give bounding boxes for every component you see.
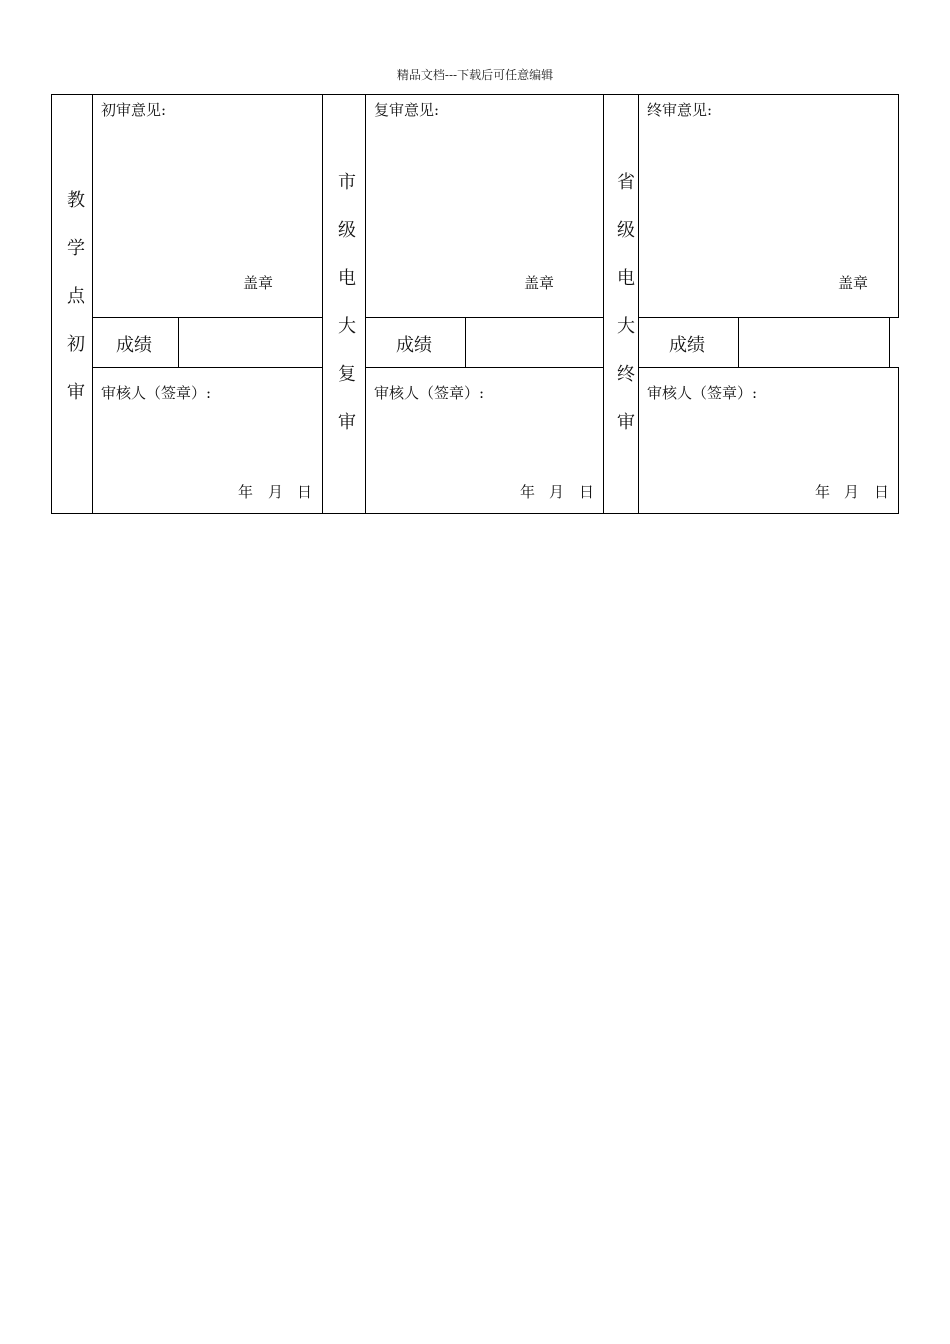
edge-notch xyxy=(890,318,902,367)
divider xyxy=(92,94,93,514)
date-year: 年 xyxy=(520,483,536,501)
divider xyxy=(365,367,603,368)
divider xyxy=(322,94,323,514)
date-month: 月 xyxy=(268,483,284,501)
side-label-initial-review: 教学点初审 xyxy=(64,190,85,430)
reviewer-label: 审核人（签章）: xyxy=(374,384,485,402)
review-table xyxy=(51,94,899,514)
date-month: 月 xyxy=(844,483,860,501)
opinion-label: 初审意见: xyxy=(101,101,167,119)
score-label: 成绩 xyxy=(396,335,432,356)
reviewer-label: 审核人（签章）: xyxy=(647,384,758,402)
score-label: 成绩 xyxy=(669,335,705,356)
watermark-header: 精品文档---下载后可任意编辑 xyxy=(396,68,554,82)
seal-label: 盖章 xyxy=(243,274,274,292)
divider xyxy=(738,317,739,367)
divider xyxy=(92,367,322,368)
seal-label: 盖章 xyxy=(838,274,869,292)
divider xyxy=(638,317,899,318)
divider xyxy=(365,94,366,514)
opinion-label: 复审意见: xyxy=(374,101,440,119)
score-field[interactable] xyxy=(467,319,601,366)
score-field[interactable] xyxy=(740,319,888,366)
side-label-city-review: 市级电大复审 xyxy=(335,172,356,460)
score-label: 成绩 xyxy=(116,335,152,356)
date-year: 年 xyxy=(238,483,254,501)
score-field[interactable] xyxy=(180,319,320,366)
date-day: 日 xyxy=(579,483,595,501)
date-month: 月 xyxy=(549,483,565,501)
divider xyxy=(365,317,603,318)
divider xyxy=(603,94,604,514)
divider xyxy=(465,317,466,367)
opinion-label: 终审意见: xyxy=(647,101,713,119)
date-day: 日 xyxy=(297,483,313,501)
divider xyxy=(92,317,322,318)
divider xyxy=(178,317,179,367)
seal-label: 盖章 xyxy=(524,274,555,292)
date-day: 日 xyxy=(874,483,890,501)
divider xyxy=(638,367,899,368)
reviewer-label: 审核人（签章）: xyxy=(101,384,212,402)
divider xyxy=(638,94,639,514)
date-year: 年 xyxy=(815,483,831,501)
side-label-province-review: 省级电大终审 xyxy=(614,172,635,460)
